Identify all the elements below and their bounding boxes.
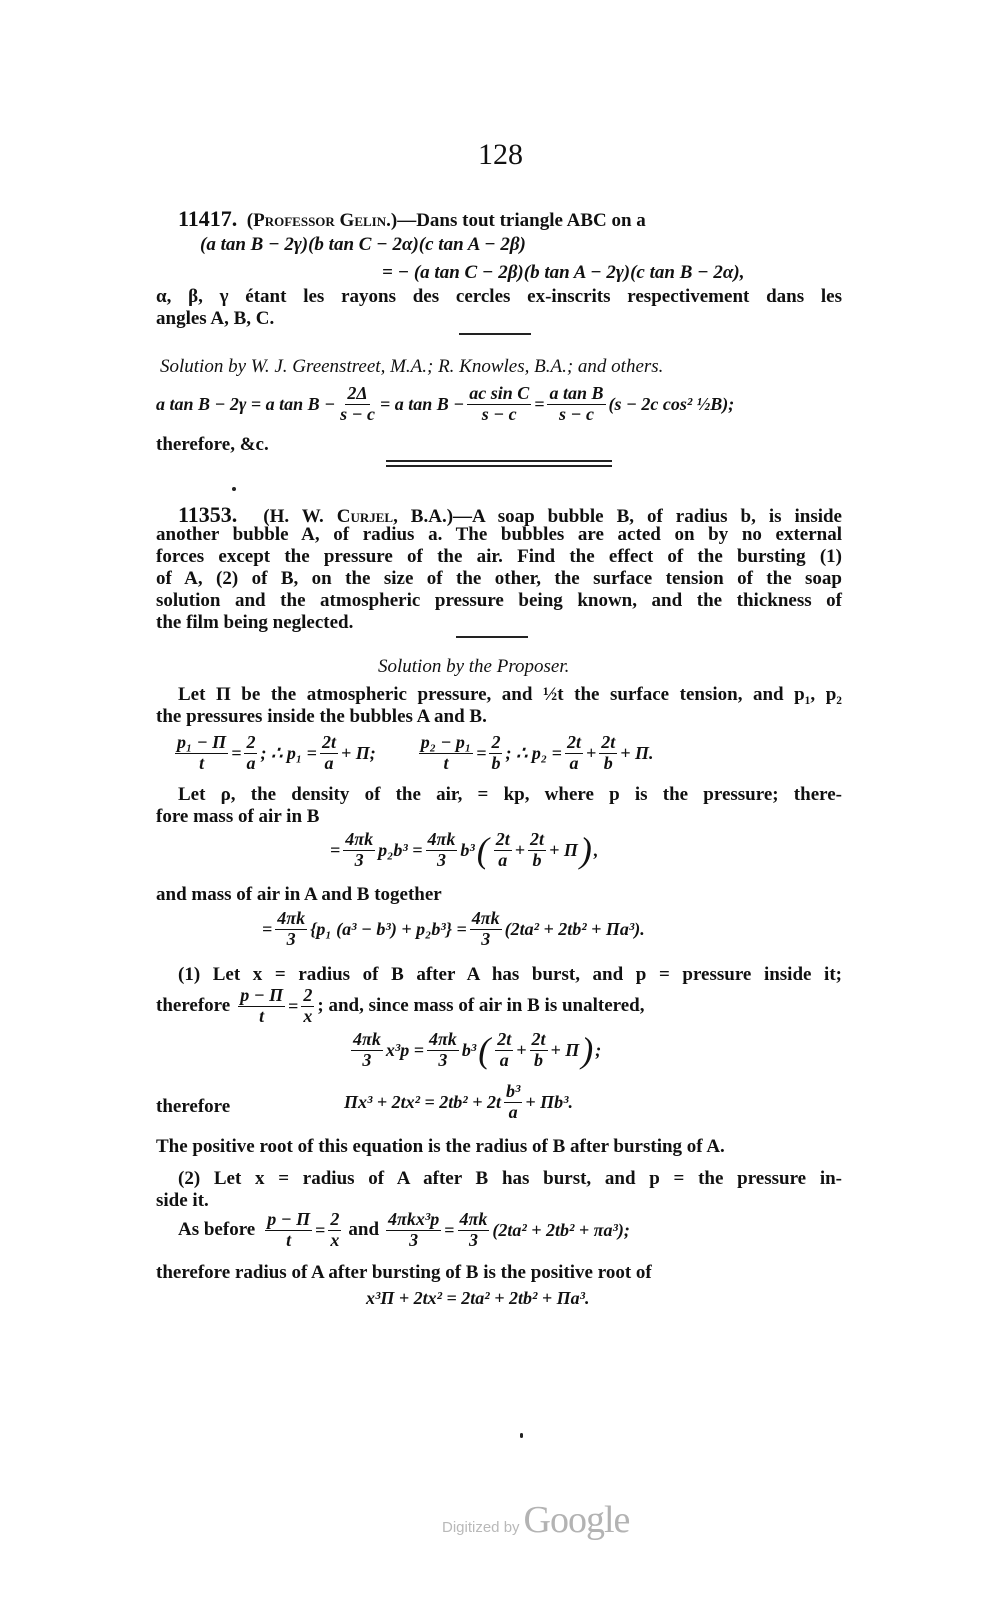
eq-term: +: [516, 1039, 527, 1060]
fraction-denominator: b: [532, 849, 542, 870]
equation-mass-b: [330, 830, 598, 871]
fraction-numerator: p − Π: [267, 1209, 311, 1229]
fraction-denominator: x: [303, 1005, 313, 1026]
solution-text-line: the pressures inside the bubbles A and B.: [156, 706, 487, 727]
fraction: [427, 1030, 459, 1071]
solution-text-line: side it.: [156, 1190, 209, 1211]
fraction: [419, 733, 473, 774]
fraction: [467, 384, 531, 425]
close-paren: ): [581, 1030, 594, 1071]
problem-11353-text-line: the film being neglected.: [156, 612, 354, 633]
fraction-numerator: 4πk: [471, 908, 500, 928]
fraction-numerator: 2t: [321, 732, 336, 752]
equation-case-1-mass: [348, 1030, 601, 1071]
fraction-numerator: 2t: [566, 732, 581, 752]
double-divider-bottom: [386, 465, 612, 467]
problem-11417-equation-line-1: (a tan B − 2γ)(b tan C − 2α)(c tan A − 2β): [200, 234, 526, 255]
eq-term: +: [585, 742, 597, 763]
fraction-denominator: a: [499, 1049, 509, 1070]
eq-term: = a tan B −: [380, 393, 465, 414]
fraction-denominator: 3: [286, 928, 296, 949]
fraction-denominator: 3: [362, 1049, 372, 1070]
fraction-numerator: 2: [246, 732, 256, 752]
equation-case-1-result: [344, 1082, 573, 1123]
solution-text-line: therefore radius of A after bursting of B is the positive root of: [156, 1262, 652, 1283]
equation-mass-total: [262, 909, 645, 950]
problem-author: (Professor Gelin.): [246, 210, 398, 231]
equation-case-1-intro: [156, 986, 644, 1027]
fraction-numerator: p − Π: [240, 985, 284, 1005]
fraction-denominator: 3: [409, 1229, 419, 1250]
eq-term: ; ∴ p₂ =: [505, 742, 562, 763]
eq-term: p₂b³ =: [378, 839, 423, 860]
fraction: [470, 909, 502, 950]
eq-term: ; and, since mass of air in B is unaltered,: [317, 995, 645, 1017]
eq-term: ,: [593, 839, 599, 860]
fraction-numerator: a tan B: [549, 383, 604, 403]
google-logo: Google: [523, 1499, 630, 1541]
problem-number: 11353.: [178, 502, 238, 527]
digitized-watermark: [442, 1498, 629, 1542]
eq-term: =: [288, 995, 299, 1016]
fraction: [343, 830, 375, 871]
solution-text-line: The positive root of this equation is the radius of B after bursting of A.: [156, 1136, 725, 1157]
open-paren: (: [478, 1030, 491, 1071]
eq-term: {p₁ (a³ − b³) + p₂b³} =: [310, 918, 467, 939]
fraction-numerator: 2t: [530, 829, 545, 849]
watermark-prefix: Digitized by: [442, 1519, 520, 1536]
fraction-denominator: s − c: [481, 403, 517, 424]
fraction: [328, 1210, 341, 1251]
problem-11417-header: [178, 206, 646, 232]
fraction: [458, 1210, 490, 1251]
fraction-numerator: 4πkx³p: [388, 1209, 440, 1229]
fraction-numerator: 2: [303, 985, 313, 1005]
fraction-denominator: t: [259, 1005, 265, 1026]
fraction: [504, 1082, 522, 1123]
fraction-denominator: t: [443, 752, 449, 773]
eq-term: =: [231, 742, 242, 763]
problem-11417-equation-line-2: = − (a tan C − 2β)(b tan A − 2γ)(c tan B − 2α),: [382, 262, 745, 283]
fraction: [265, 1210, 312, 1251]
problem-intro: —Dans tout triangle ABC on a: [397, 210, 646, 231]
eq-term: + Πb³.: [525, 1091, 574, 1112]
fraction-numerator: 2t: [531, 1029, 546, 1049]
page-number: 128: [478, 138, 523, 171]
fraction: [386, 1210, 441, 1251]
eq-term: x³p =: [385, 1039, 424, 1060]
fraction-denominator: t: [199, 752, 205, 773]
eq-term: a tan B − 2γ = a tan B −: [156, 393, 336, 414]
fraction: [238, 986, 285, 1027]
eq-term: =: [476, 742, 487, 763]
solution-text-line: Let Π be the atmospheric pressure, and ½t the surface tension, and p₁, p₂: [178, 684, 842, 705]
fraction-numerator: 2: [330, 1209, 340, 1229]
fraction-numerator: 2t: [495, 829, 510, 849]
eq-term: + Π: [549, 839, 578, 860]
fraction-denominator: 3: [438, 1049, 448, 1070]
fraction-denominator: b: [491, 752, 501, 773]
short-divider: [459, 333, 531, 335]
fraction-numerator: b³: [505, 1081, 521, 1101]
problem-11417-text-line-1: α, β, γ étant les rayons des cercles ex-inscrits respectivement dans les: [156, 286, 842, 307]
fraction: [528, 830, 546, 871]
eq-term: Πx³ + 2tx² = 2tb² + 2t: [344, 1091, 501, 1112]
fraction-denominator: t: [286, 1229, 292, 1250]
eq-term: b³: [460, 839, 475, 860]
fraction-numerator: 4πk: [353, 1029, 381, 1049]
solution-11417-equation: [156, 384, 734, 425]
eq-term: =: [534, 393, 545, 414]
solution-text-line: fore mass of air in B: [156, 806, 320, 827]
fraction: [494, 830, 512, 871]
fraction: [320, 733, 338, 774]
fraction: [175, 733, 228, 774]
fraction-numerator: p₂ − p₁: [420, 732, 472, 752]
fraction-numerator: 4πk: [428, 1029, 457, 1049]
eq-term: ; ∴ p₁ =: [260, 742, 317, 763]
fraction-numerator: 2t: [601, 732, 616, 752]
eq-term: and: [348, 1219, 380, 1241]
solution-text-line: (1) Let x = radius of B after A has burst, and p = pressure inside it;: [178, 964, 842, 985]
fraction-numerator: 2t: [497, 1029, 512, 1049]
fraction-numerator: 4πk: [427, 829, 456, 849]
eq-term: +: [514, 839, 526, 860]
close-paren: ): [579, 830, 592, 871]
eq-term: ;: [595, 1039, 602, 1060]
solution-heading-11353: Solution by the Proposer.: [378, 656, 570, 677]
fraction: [489, 733, 502, 774]
eq-term: =: [330, 839, 341, 860]
fraction-denominator: a: [324, 752, 334, 773]
eq-term: + Π.: [620, 742, 654, 763]
fraction-numerator: p₁ − Π: [177, 732, 227, 752]
solution-11417-conclusion: therefore, &c.: [156, 434, 269, 455]
equation-case-2: [178, 1210, 630, 1251]
fraction: [301, 986, 314, 1027]
fraction-numerator: 4πk: [345, 829, 374, 849]
fraction-denominator: 3: [436, 849, 446, 870]
fraction-denominator: 3: [468, 1229, 478, 1250]
eq-term: As before: [178, 1219, 256, 1241]
fraction-denominator: 3: [354, 849, 364, 870]
short-divider: [456, 636, 528, 638]
fraction-denominator: a: [498, 849, 508, 870]
solution-text-line: (2) Let x = radius of A after B has burst, and p = the pressure in-: [178, 1168, 842, 1189]
eq-term: b³: [461, 1039, 477, 1060]
fraction-numerator: 4πk: [459, 1209, 488, 1229]
fraction-denominator: s − c: [559, 403, 594, 424]
fraction-denominator: b: [603, 752, 613, 773]
solution-text-line: Let ρ, the density of the air, = kp, where p is the pressure; there-: [178, 784, 842, 805]
fraction-denominator: a: [246, 752, 256, 773]
fraction-numerator: 4πk: [277, 908, 306, 928]
solution-heading-11417: Solution by W. J. Greenstreet, M.A.; R. Knowles, B.A.; and others.: [160, 356, 664, 377]
fraction: [244, 733, 257, 774]
problem-11353-text-line: of A, (2) of B, on the size of the other, the surface tension of the soap: [156, 568, 842, 589]
fraction: [426, 830, 458, 871]
fraction-denominator: a: [569, 752, 579, 773]
eq-term: (s − 2c cos² ½B);: [608, 393, 735, 414]
problem-author: (H. W. Curjel, B.A.): [263, 506, 454, 527]
equation-case-2-result: x³Π + 2tx² = 2ta² + 2tb² + Πa³.: [366, 1288, 590, 1308]
problem-11353-text-line: forces except the pressure of the air. Find the effect of the bursting (1): [156, 546, 842, 567]
eq-term: =: [262, 918, 273, 939]
fraction-numerator: 2: [491, 732, 501, 752]
fraction-denominator: s − c: [340, 403, 376, 424]
fraction-denominator: a: [508, 1101, 518, 1122]
fraction-denominator: x: [330, 1229, 340, 1250]
problem-11417-text-line-2: angles A, B, C.: [156, 308, 275, 329]
problem-11353-text-line: solution and the atmospheric pressure being known, and the thickness of: [156, 590, 842, 611]
fraction: [547, 384, 605, 425]
fraction: [495, 1030, 513, 1071]
ink-speck: [520, 1433, 523, 1438]
eq-term: + Π: [550, 1039, 580, 1060]
fraction: [530, 1030, 548, 1071]
problem-11353-text-line: another bubble A, of radius a. The bubbles are acted on by no external: [156, 524, 842, 545]
fraction: [338, 384, 377, 425]
fraction-numerator: 2Δ: [347, 383, 368, 403]
problem-text-line: —A soap bubble B, of radius b, is inside: [453, 506, 842, 527]
eq-term: + Π;: [340, 742, 376, 763]
therefore-label: therefore: [156, 1096, 231, 1117]
solution-text-line: and mass of air in A and B together: [156, 884, 442, 905]
fraction-denominator: 3: [481, 928, 491, 949]
double-divider-top: [386, 460, 612, 462]
fraction: [565, 733, 583, 774]
eq-term: =: [444, 1219, 455, 1240]
problem-number: 11417.: [178, 206, 238, 231]
eq-term: therefore: [156, 995, 231, 1017]
eq-term: (2ta² + 2tb² + πa³);: [492, 1219, 630, 1240]
ink-speck: [232, 487, 236, 491]
eq-term: (2ta² + 2tb² + Πa³).: [504, 918, 645, 939]
fraction: [351, 1030, 383, 1071]
fraction: [275, 909, 307, 950]
equation-pressures: [172, 733, 654, 774]
fraction: [599, 733, 617, 774]
open-paren: (: [476, 830, 489, 871]
fraction-denominator: b: [534, 1049, 543, 1070]
fraction-numerator: ac sin C: [469, 383, 530, 403]
eq-term: =: [315, 1219, 326, 1240]
